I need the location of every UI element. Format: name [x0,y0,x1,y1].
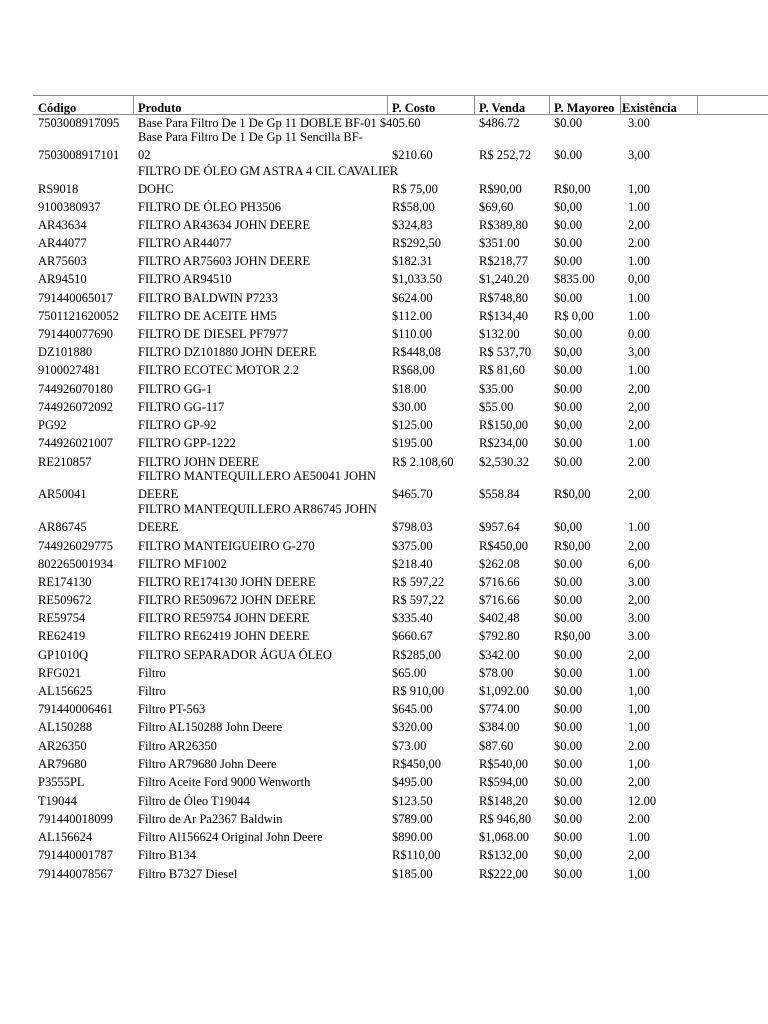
cell-sale: $351.00 [479,236,520,250]
cell-sale: R$594,00 [479,775,528,789]
cell-code: 791440077690 [38,327,113,341]
cell-product: FILTRO DZ101880 JOHN DEERE [138,345,317,359]
cell-code: AR94510 [38,272,87,286]
cell-product: FILTRO RE62419 JOHN DEERE [138,629,310,643]
cell-sale: $55.00 [479,400,514,414]
cell-sale: R$134,40 [479,309,528,323]
cell-stock: 1.00 [628,363,650,377]
cell-sale: $957.64 [479,520,520,534]
cell-stock: 1.00 [628,254,650,268]
cell-code: 744926072092 [38,400,113,414]
cell-product: Filtro Al156624 Original John Deere [138,830,323,844]
cell-wholesale: $0.00 [554,684,583,698]
cell-wholesale: $0.00 [554,436,583,450]
cell-code: 9100380937 [38,200,101,214]
cell-product: FILTRO DE ACEITE HM5 [138,309,277,323]
cell-wholesale: R$ 0,00 [554,309,594,323]
cell-wholesale: $0.00 [554,254,583,268]
cell-wholesale: $0.00 [554,593,583,607]
cell-product: Filtro B134 [138,848,196,862]
cell-stock: 1,00 [628,684,650,698]
cell-code: AR43634 [38,218,87,232]
cell-code: 744926029775 [38,539,113,553]
cell-cost: R$ 597,22 [392,593,445,607]
cell-code: RFG021 [38,666,82,680]
cell-product: FILTRO DE ÓLEO PH3506 [138,200,281,214]
cell-product: Filtro B7327 Diesel [138,867,238,881]
cell-cost: $320.00 [392,720,433,734]
cell-code: RE174130 [38,575,92,589]
cell-product-cont: 02 [138,148,151,162]
cell-cost: R$450,00 [392,757,441,771]
cell-stock: 2.00 [628,236,650,250]
cell-product: FILTRO RE59754 JOHN DEERE [138,611,310,625]
cell-cost: $65.00 [392,666,427,680]
cell-stock: 1.00 [628,291,650,305]
cell-sale: $402,48 [479,611,520,625]
header-codigo: Código [38,101,77,115]
cell-wholesale: $0.00 [554,794,583,808]
cell-cost: $324,83 [392,218,433,232]
cell-product: FILTRO AR44077 [138,236,232,250]
cell-stock: 1.00 [628,309,650,323]
cell-stock: 2,00 [628,848,650,862]
cell-product: FILTRO AR75603 JOHN DEERE [138,254,311,268]
cell-cost: $375.00 [392,539,433,553]
cell-cost: $30.00 [392,400,427,414]
cell-wholesale: $0.00 [554,739,583,753]
cell-cost: $890.00 [392,830,433,844]
cell-cost: R$ 2.108,60 [392,455,454,469]
cell-code: AL156624 [38,830,93,844]
cell-product: Filtro de Ar Pa2367 Baldwin [138,812,283,826]
cell-sale: $792.80 [479,629,520,643]
cell-wholesale: $0.00 [554,363,583,377]
cell-wholesale: $0.00 [554,218,583,232]
cell-product: FILTRO GG-117 [138,400,225,414]
cell-wholesale: R$0,00 [554,629,591,643]
cell-code: T19044 [38,794,77,808]
cell-wholesale: $0.00 [554,830,583,844]
cell-stock: 0.00 [628,327,650,341]
cell-product: Base Para Filtro De 1 De Gp 11 Sencilla BF- [138,130,363,144]
header-produto: Produto [138,101,182,115]
cell-stock: 2.00 [628,455,650,469]
cell-code: 791440065017 [38,291,113,305]
cell-stock: 1.00 [628,200,650,214]
cell-stock: 2,00 [628,218,650,232]
cell-stock: 2.00 [628,739,650,753]
cell-code: PG92 [38,418,67,432]
cell-stock: 6,00 [628,557,650,571]
cell-product: Base Para Filtro De 1 De Gp 11 DOBLE BF-01 $405.60 [138,116,421,130]
cell-product: FILTRO RE174130 JOHN DEERE [138,575,316,589]
cell-code: DZ101880 [38,345,93,359]
cell-stock: 2.00 [628,812,650,826]
cell-product: Filtro AL150288 John Deere [138,720,283,734]
cell-wholesale: $0.00 [554,148,583,162]
cell-wholesale: R$0,00 [554,487,591,501]
cell-stock: 1,00 [628,867,650,881]
cell-cost: $495.00 [392,775,433,789]
cell-cost: R$110,00 [392,848,441,862]
cell-stock: 3,00 [628,148,650,162]
cell-stock: 1,00 [628,702,650,716]
cell-wholesale: $0,00 [554,848,583,862]
cell-cost: $798.03 [392,520,433,534]
cell-stock: 1,00 [628,757,650,771]
cell-product: FILTRO AR43634 JOHN DEERE [138,218,311,232]
cell-stock: 1.00 [628,520,650,534]
cell-cost: R$ 75,00 [392,182,438,196]
cell-stock: 3.00 [628,116,650,130]
cell-wholesale: R$0,00 [554,539,591,553]
cell-product: FILTRO MANTEQUILLERO AE50041 JOHN [138,469,377,483]
cell-sale: R$748,80 [479,291,528,305]
cell-cost: $1,033.50 [392,272,442,286]
cell-wholesale: $0,00 [554,418,583,432]
cell-product: Filtro Aceite Ford 9000 Wenworth [138,775,311,789]
cell-product: FILTRO DE DIESEL PF7977 [138,327,289,341]
cell-sale: R$540,00 [479,757,528,771]
cell-cost: $112.00 [392,309,433,323]
cell-code: AL156625 [38,684,93,698]
cell-wholesale: $0.00 [554,775,583,789]
cell-cost: R$448,08 [392,345,441,359]
cell-cost: $73.00 [392,739,427,753]
cell-product: FILTRO GP-92 [138,418,217,432]
cell-sale: $35.00 [479,382,514,396]
cell-code: AR50041 [38,487,87,501]
cell-product: FILTRO SEPARADOR ÁGUA ÓLEO [138,648,332,662]
cell-product: Filtro [138,666,166,680]
cell-product-cont: DEERE [138,487,179,501]
header-existencia: Existência [622,101,677,115]
cell-stock: 1.00 [628,666,650,680]
cell-sale: R$ 537,70 [479,345,532,359]
cell-stock: 2,00 [628,487,650,501]
cell-code: 791440018099 [38,812,113,826]
cell-code: 744926070180 [38,382,113,396]
cell-code: 7503008917095 [38,116,120,130]
cell-cost: $218.40 [392,557,433,571]
cell-sale: $132.00 [479,327,520,341]
cell-code: RS9018 [38,182,79,196]
cell-product: FILTRO DE ÓLEO GM ASTRA 4 CIL CAVALIER [138,164,399,178]
cell-stock: 1.00 [628,830,650,844]
cell-cost: $110.00 [392,327,433,341]
cell-cost: R$ 910,00 [392,684,445,698]
cell-wholesale: $0.00 [554,867,583,881]
cell-cost: $624.00 [392,291,433,305]
cell-cost: $210.60 [392,148,433,162]
cell-wholesale: $0.00 [554,757,583,771]
cell-cost: $660.67 [392,629,433,643]
cell-stock: 1,00 [628,720,650,734]
cell-sale: $1,240.20 [479,272,529,286]
cell-stock: 1,00 [628,182,650,196]
cell-sale: R$148,20 [479,794,528,808]
cell-cost: R$58,00 [392,200,435,214]
cell-sale: R$234,00 [479,436,528,450]
cell-product: FILTRO JOHN DEERE [138,455,260,469]
cell-stock: 2,00 [628,593,650,607]
cell-wholesale: $0.00 [554,382,583,396]
cell-wholesale: $0,00 [554,200,583,214]
cell-sale: $774.00 [479,702,520,716]
cell-code: AR44077 [38,236,87,250]
cell-sale: $87.60 [479,739,514,753]
cell-code: 7503008917101 [38,148,120,162]
header-mayoreo: P. Mayoreo [554,101,615,115]
cell-wholesale: $0.00 [554,400,583,414]
cell-code: RE509672 [38,593,92,607]
cell-code: 744926021007 [38,436,113,450]
cell-sale: R$ 252,72 [479,148,532,162]
cell-stock: 2,00 [628,775,650,789]
cell-cost: $335.40 [392,611,433,625]
cell-stock: 2,00 [628,648,650,662]
cell-product: FILTRO GG-1 [138,382,213,396]
cell-sale: $78.00 [479,666,514,680]
cell-wholesale: $0.00 [554,666,583,680]
cell-product: Filtro AR79680 John Deere [138,757,277,771]
cell-sale: R$ 81,60 [479,363,525,377]
cell-cost: $125.00 [392,418,433,432]
cell-code: GP1010Q [38,648,89,662]
cell-wholesale: $0.00 [554,575,583,589]
cell-cost: $18.00 [392,382,427,396]
cell-stock: 2,00 [628,418,650,432]
cell-code: AR26350 [38,739,87,753]
cell-wholesale: $0.00 [554,327,583,341]
cell-sale: R$389,80 [479,218,528,232]
cell-product: Filtro AR26350 [138,739,217,753]
cell-product: FILTRO GPP-1222 [138,436,236,450]
cell-product: FILTRO ECOTEC MOTOR 2.2 [138,363,300,377]
cell-stock: 2,00 [628,400,650,414]
cell-sale: R$ 946,80 [479,812,532,826]
cell-sale: $486.72 [479,116,520,130]
cell-wholesale: $0.00 [554,116,583,130]
cell-cost: $195.00 [392,436,433,450]
header-venda: P. Venda [479,101,526,115]
cell-wholesale: $0.00 [554,455,583,469]
cell-stock: 0,00 [628,272,650,286]
cell-cost: $465.70 [392,487,433,501]
cell-wholesale: $0.00 [554,720,583,734]
header-custo: P. Costo [392,101,436,115]
cell-cost: $185.00 [392,867,433,881]
cell-stock: 3.00 [628,575,650,589]
cell-wholesale: $0.00 [554,557,583,571]
cell-product: FILTRO AR94510 [138,272,232,286]
cell-sale: $558.84 [479,487,520,501]
cell-code: 791440006461 [38,702,113,716]
cell-code: RE210857 [38,455,92,469]
cell-wholesale: $0.00 [554,291,583,305]
cell-code: 9100027481 [38,363,101,377]
cell-stock: 1.00 [628,436,650,450]
cell-wholesale: $0.00 [554,812,583,826]
cell-wholesale: $835.00 [554,272,595,286]
cell-product: FILTRO MF1002 [138,557,227,571]
cell-sale: $384.00 [479,720,520,734]
cell-sale: $1,068.00 [479,830,529,844]
cell-product: FILTRO RE509672 JOHN DEERE [138,593,316,607]
cell-wholesale: $0.00 [554,236,583,250]
cell-stock: 12.00 [628,794,657,808]
cell-sale: $342.00 [479,648,520,662]
cell-wholesale: $0,00 [554,345,583,359]
cell-sale: $1,092.00 [479,684,529,698]
cell-wholesale: $0,00 [554,520,583,534]
cell-sale: R$218,77 [479,254,528,268]
cell-cost: R$68,00 [392,363,435,377]
cell-code: AR86745 [38,520,87,534]
cell-product: Filtro PT-563 [138,702,206,716]
cell-cost: $645.00 [392,702,433,716]
cell-product-cont: DEERE [138,520,179,534]
cell-cost: R$292,50 [392,236,441,250]
cell-cost: $789.00 [392,812,433,826]
cell-code: 7501121620052 [38,309,119,323]
cell-cost: $123.50 [392,794,433,808]
cell-sale: $262.08 [479,557,520,571]
cell-sale: R$90,00 [479,182,522,196]
cell-wholesale: R$0,00 [554,182,591,196]
cell-wholesale: $0.00 [554,611,583,625]
cell-code: AR79680 [38,757,87,771]
cell-sale: $716.66 [479,593,520,607]
cell-cost: R$285,00 [392,648,441,662]
cell-code: 791440078567 [38,867,113,881]
cell-stock: 3.00 [628,611,650,625]
cell-product: Filtro [138,684,166,698]
cell-code: 791440001787 [38,848,113,862]
cell-sale: R$132,00 [479,848,528,862]
cell-code: P3555PL [38,775,85,789]
cell-cost: R$ 597,22 [392,575,445,589]
cell-product: Filtro de Óleo T19044 [138,794,250,808]
cell-sale: R$150,00 [479,418,528,432]
cell-product: FILTRO BALDWIN P7233 [138,291,278,305]
cell-stock: 3,00 [628,345,650,359]
cell-sale: $69,60 [479,200,514,214]
cell-cost: $182.31 [392,254,433,268]
cell-wholesale: $0.00 [554,648,583,662]
cell-code: AR75603 [38,254,87,268]
cell-product: FILTRO MANTEIGUEIRO G-270 [138,539,315,553]
cell-stock: 2,00 [628,539,650,553]
cell-stock: 3.00 [628,629,650,643]
cell-sale: $716.66 [479,575,520,589]
cell-stock: 2,00 [628,382,650,396]
cell-sale: R$222,00 [479,867,528,881]
cell-product: FILTRO MANTEQUILLERO AR86745 JOHN [138,502,377,516]
cell-code: RE59754 [38,611,86,625]
cell-code: 802265001934 [38,557,113,571]
cell-code: RE62419 [38,629,86,643]
cell-product-cont: DOHC [138,182,174,196]
cell-wholesale: $0.00 [554,702,583,716]
cell-sale: $2,530.32 [479,455,529,469]
cell-code: AL150288 [38,720,93,734]
cell-sale: R$450,00 [479,539,528,553]
